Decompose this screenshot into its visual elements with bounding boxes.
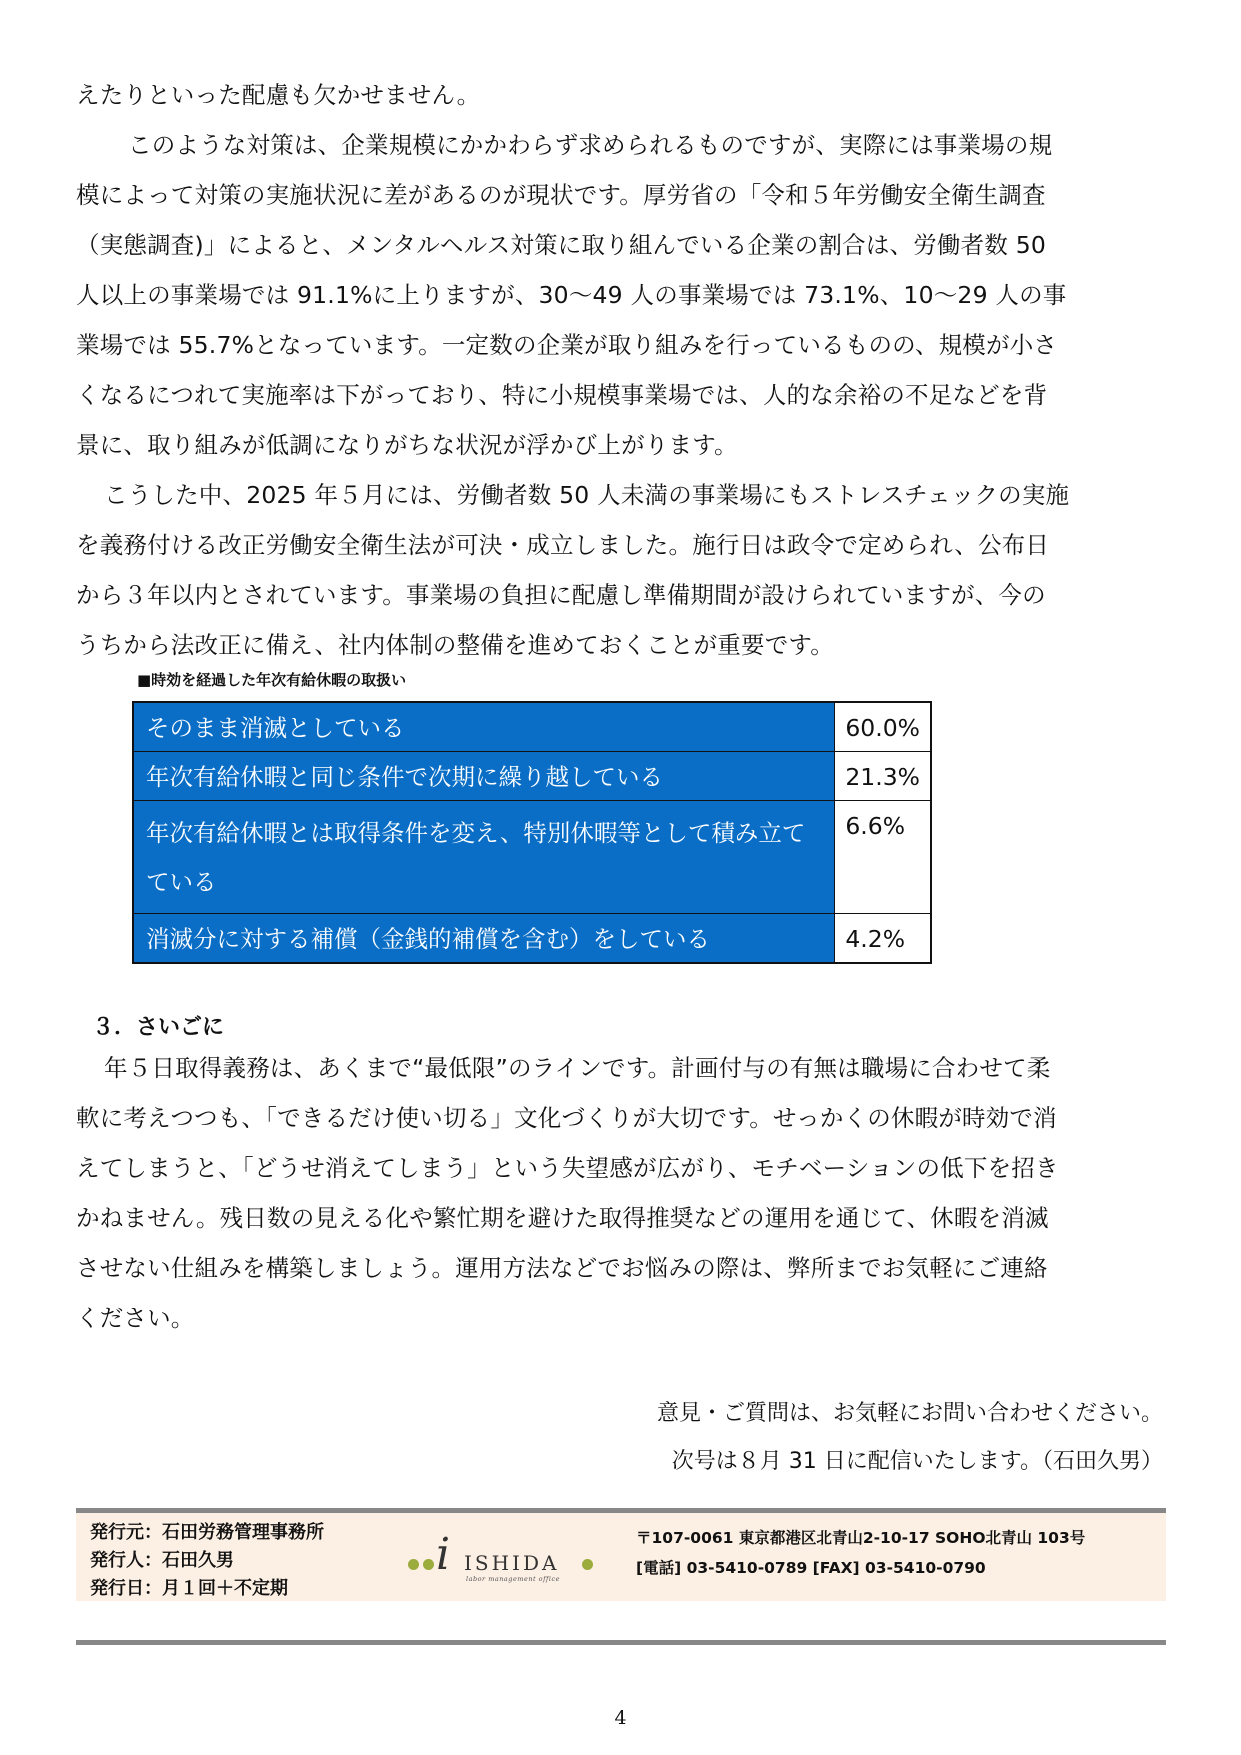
table-label-cell: 年次有給休暇と同じ条件で次期に繰り越している — [133, 752, 835, 801]
section-heading: ３．さいごに — [92, 1015, 225, 1040]
body-text-section3 — [76, 1043, 1166, 1343]
footer-publisher: 発行元：石田労務管理事務所 — [90, 1522, 324, 1543]
body-line: から３年以内とされています。事業場の負担に配慮し準備期間が設けられていますが、今の — [76, 581, 1046, 609]
closing-inquiry: 意見・ご質問は、お気軽にお問い合わせください。 — [656, 1401, 1163, 1426]
body-line: うちから法改正に備え、社内体制の整備を進めておくことが重要です。 — [76, 631, 834, 659]
footer-bottom-rule — [76, 1640, 1166, 1645]
table-row — [133, 801, 931, 914]
footer-contact-info — [636, 1523, 1085, 1583]
body-line: を義務付ける改正労働安全衛生法が可決・成立しました。施行日は政令で定められ、公布日 — [76, 531, 1050, 559]
body-line: 軟に考えつつも、「できるだけ使い切る」文化づくりが大切です。せっかくの休暇が時効で消 — [76, 1104, 1057, 1132]
table-row — [133, 914, 931, 964]
table-caption: ■時効を経過した年次有給休暇の取扱い — [137, 671, 407, 689]
newsletter-footer — [76, 1508, 1166, 1601]
body-line: 年５日取得義務は、あくまで“最低限”のラインです。計画付与の有無は職場に合わせて柔 — [104, 1054, 1051, 1082]
body-line: えてしまうと、「どうせ消えてしまう」という失望感が広がり、モチベーションの低下を招き — [76, 1154, 1059, 1182]
logo-dot-icon — [582, 1559, 593, 1570]
table-value-cell: 60.0% — [835, 702, 931, 752]
body-line: 業場では 55.7%となっています。一定数の企業が取り組みを行っているものの、規模が小さ — [76, 331, 1058, 359]
logo-wordmark: ISHIDA — [464, 1551, 560, 1575]
logo-i-mark-icon: i — [436, 1529, 451, 1580]
body-line: えたりといった配慮も欠かせません。 — [76, 81, 481, 109]
logo-subtext: labor management office — [466, 1575, 560, 1583]
table-row — [133, 702, 931, 752]
footer-editor: 発行人：石田久男 — [90, 1550, 234, 1571]
page-number: 4 — [614, 1707, 627, 1729]
body-line: こうした中、2025 年５月には、労働者数 50 人未満の事業場にもストレスチェックの実施 — [104, 481, 1070, 509]
footer-phone-fax: [電話] 03-5410-0789 [FAX] 03-5410-0790 — [636, 1559, 986, 1577]
table-label-cell: そのまま消滅としている — [133, 702, 835, 752]
body-line: くなるにつれて実施率は下がっており、特に小規模事業場では、人的な余裕の不足などを背 — [76, 381, 1048, 409]
body-text-top — [76, 70, 1166, 670]
table-label-cell: 消滅分に対する補償（金銭的補償を含む）をしている — [133, 914, 835, 964]
footer-address: 〒107-0061 東京都港区北青山2-10-17 SOHO北青山 103号 — [636, 1529, 1086, 1547]
body-line: かねません。残日数の見える化や繁忙期を避けた取得推奨などの運用を通じて、休暇を消滅 — [76, 1204, 1049, 1232]
logo-dot-icon — [423, 1559, 434, 1570]
table-value-cell: 21.3% — [835, 752, 931, 801]
body-line: （実態調査)」によると、メンタルヘルス対策に取り組んでいる企業の割合は、労働者数 50 — [76, 231, 1046, 259]
table-value-cell: 6.6% — [835, 801, 931, 914]
body-line: ください。 — [76, 1304, 195, 1332]
table-row — [133, 752, 931, 801]
footer-issue-date: 発行日：月１回＋不定期 — [90, 1578, 288, 1599]
ishida-logo — [406, 1531, 606, 1591]
body-line: このような対策は、企業規模にかかわらず求められるものですが、実際には事業場の規 — [128, 131, 1053, 159]
body-line: 景に、取り組みが低調になりがちな状況が浮かび上がります。 — [76, 431, 738, 459]
body-line: 人以上の事業場では 91.1%に上りますが、30～49 人の事業場では 73.1%、10～29 人の事 — [76, 281, 1067, 309]
body-line: させない仕組みを構築しましょう。運用方法などでお悩みの際は、弊所までお気軽にご連絡 — [76, 1254, 1048, 1282]
footer-publisher-info — [90, 1519, 324, 1603]
closing-next-issue: 次号は８月 31 日に配信いたします。（石田久男） — [671, 1449, 1163, 1474]
logo-dot-icon — [408, 1559, 419, 1570]
body-line: 模によって対策の実施状況に差があるのが現状です。厚労省の「令和５年労働安全衛生調査 — [76, 181, 1046, 209]
table-value-cell: 4.2% — [835, 914, 931, 964]
table-label-cell: 年次有給休暇とは取得条件を変え、特別休暇等として積み立てている — [133, 801, 835, 914]
paid-leave-table — [132, 701, 932, 964]
